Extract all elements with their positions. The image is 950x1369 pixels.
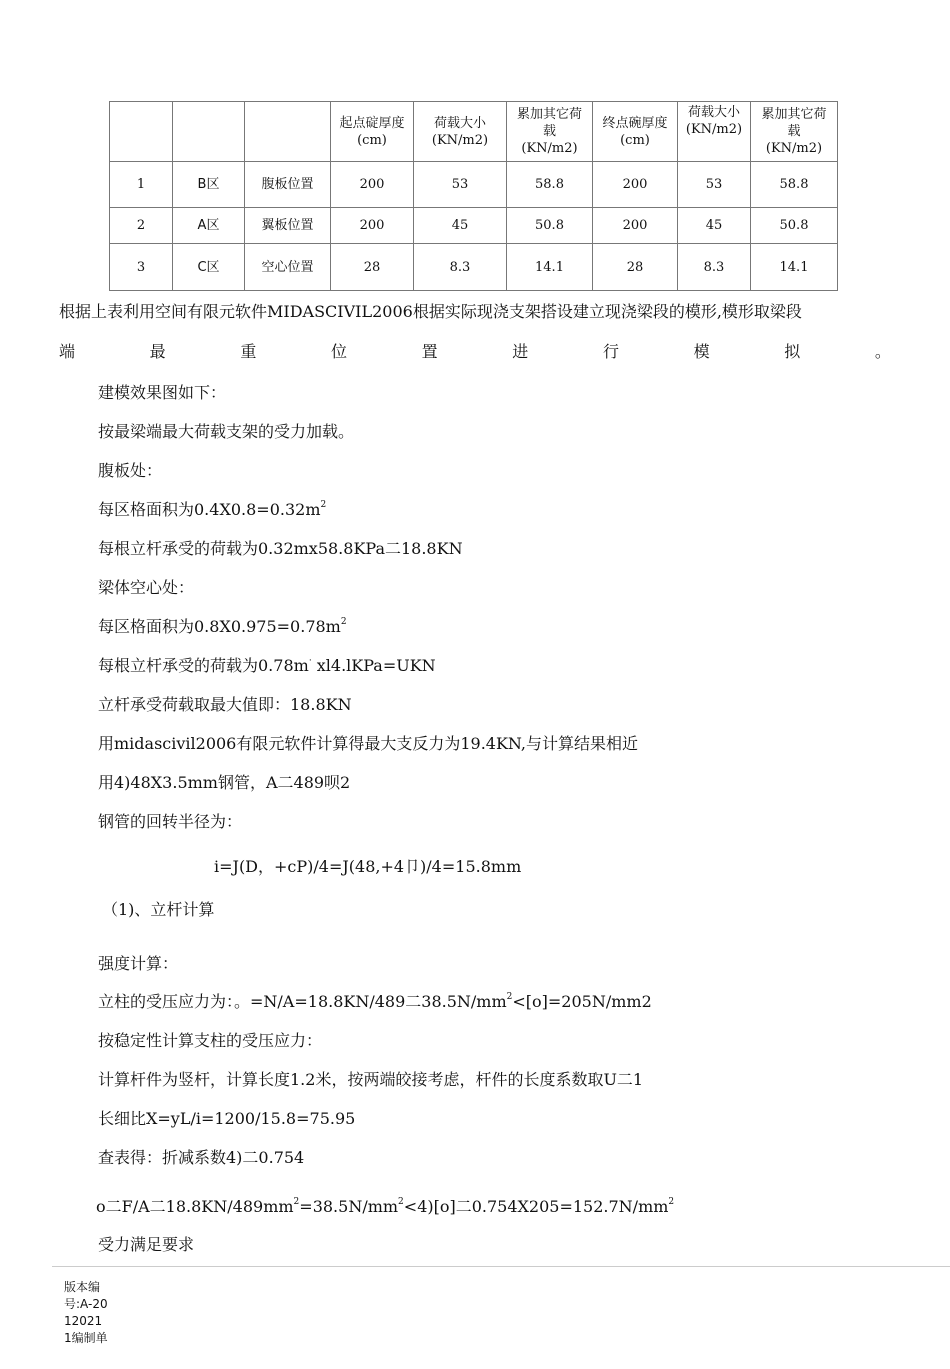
table-cell: 28 xyxy=(593,244,678,291)
text-line: 用midascivil2006有限元软件计算得最大支反力为19.4KN,与计算结果相近 xyxy=(98,734,638,753)
text-line: 用4)48X3.5mm钢管，A二489呗2 xyxy=(98,773,351,792)
header-start-thickness: 起点碇厚度 (cm) xyxy=(331,102,414,162)
text-line: 查表得：折减系数4)二0.754 xyxy=(98,1148,305,1167)
table-cell: 53 xyxy=(414,162,507,208)
table-cell: 8.3 xyxy=(414,244,507,291)
text-line: 建模效果图如下： xyxy=(98,383,227,402)
table-cell: 8.3 xyxy=(678,244,751,291)
text-line: 钢管的回转半径为： xyxy=(98,812,243,831)
text-line: 按稳定性计算支柱的受压应力： xyxy=(98,1031,323,1050)
text-line: 按最梁端最大荷载支架的受力加载。 xyxy=(98,422,355,441)
text-line: 计算杆件为竖杆，计算长度1.2米，按两端皎接考虑，杆件的长度系数取U二1 xyxy=(98,1070,644,1089)
section-heading: （1)、立杆计算 xyxy=(102,900,215,919)
footer-version: 版本编号:A-20120211编制单 xyxy=(64,1280,108,1345)
text-line: 受力满足要求 xyxy=(98,1235,195,1254)
text-line: 每区格面积为$0.8X0.975=0.78m^2$ xyxy=(98,616,347,636)
intro-char: 重 xyxy=(240,342,257,361)
table-cell: 58.8 xyxy=(751,162,838,208)
text-line: 腹板处： xyxy=(98,461,163,480)
table-cell: A区 xyxy=(173,208,245,244)
text-line: 立柱的受压应力为：。=N/A=18.8KN/489二$38.5N/mm^2<[o]=205N/mm2$ xyxy=(98,991,652,1011)
table-cell: 50.8 xyxy=(751,208,838,244)
formula-line: o二F/A二$18.8KN/489mm^2=38.5N/mm^2<4)[o]$二$0.754X205=152.7N/mm^2$ xyxy=(96,1196,675,1216)
table-cell: 28 xyxy=(331,244,414,291)
table-cell: 1 xyxy=(110,162,173,208)
table-row xyxy=(110,208,838,244)
intro-line-1: 根据上表利用空间有限元软件MIDASCIVIL2006根据实际现浇支架搭设建立现浇梁段的模形,模形取梁段 xyxy=(59,302,802,321)
header-cell-empty-1 xyxy=(110,102,173,162)
intro-line-2 xyxy=(59,342,891,362)
table-cell: 空心位置 xyxy=(245,244,331,291)
intro-char: 端 xyxy=(59,342,76,361)
header-cumulative-load-2: 累加其它荷 载 (KN/m2) xyxy=(751,102,838,162)
intro-char: 。 xyxy=(874,342,891,361)
table-row xyxy=(110,244,838,291)
table-cell: 翼板位置 xyxy=(245,208,331,244)
table-cell: 14.1 xyxy=(751,244,838,291)
table-cell: 200 xyxy=(593,162,678,208)
footer-divider xyxy=(52,1266,950,1267)
table-cell: 3 xyxy=(110,244,173,291)
text-line: 梁体空心处： xyxy=(98,578,195,597)
table-cell: 200 xyxy=(331,208,414,244)
intro-char: 置 xyxy=(421,342,438,361)
table-cell: 45 xyxy=(678,208,751,244)
table-cell: 200 xyxy=(593,208,678,244)
table-cell: B区 xyxy=(173,162,245,208)
text-line: 每区格面积为$0.4X0.8=0.32m^2$ xyxy=(98,499,327,519)
table-cell: 2 xyxy=(110,208,173,244)
text-line: 强度计算： xyxy=(98,954,179,973)
intro-char: 位 xyxy=(330,342,347,361)
intro-paragraph xyxy=(59,302,891,362)
table-cell: 58.8 xyxy=(507,162,593,208)
text-line: 每根立杆承受的荷载为0.32mx58.8KPa二18.8KN xyxy=(98,539,463,558)
load-table xyxy=(109,101,838,291)
header-cell-empty-3 xyxy=(245,102,331,162)
intro-char: 拟 xyxy=(784,342,801,361)
intro-char: 最 xyxy=(149,342,166,361)
table-header-row xyxy=(110,102,838,162)
table-cell: 腹板位置 xyxy=(245,162,331,208)
header-load-size-2: 荷载大小 (KN/m2) xyxy=(678,102,751,162)
text-line: 立杆承受荷载取最大值即：18.8KN xyxy=(98,695,352,714)
header-end-thickness: 终点碗厚度 (cm) xyxy=(593,102,678,162)
header-load-size: 荷载大小 (KN/m2) xyxy=(414,102,507,162)
intro-char: 进 xyxy=(512,342,529,361)
header-cumulative-load: 累加其它荷 载 (KN/m2) xyxy=(507,102,593,162)
intro-char: 行 xyxy=(602,342,619,361)
table-cell: 45 xyxy=(414,208,507,244)
table-cell: 53 xyxy=(678,162,751,208)
intro-char: 模 xyxy=(693,342,710,361)
table-cell: 200 xyxy=(331,162,414,208)
text-line: 长细比X=yL/i=1200/15.8=75.95 xyxy=(98,1109,356,1128)
header-cell-empty-2 xyxy=(173,102,245,162)
table-cell: 50.8 xyxy=(507,208,593,244)
formula-line: i=J(D，+cP)/4=J(48,+4卩)/4=15.8mm xyxy=(214,857,522,876)
table-cell: C区 xyxy=(173,244,245,291)
text-line: 每根立杆承受的荷载为0.78m· xl4.lKPa=UKN xyxy=(98,655,436,675)
table-cell: 14.1 xyxy=(507,244,593,291)
table-row xyxy=(110,162,838,208)
